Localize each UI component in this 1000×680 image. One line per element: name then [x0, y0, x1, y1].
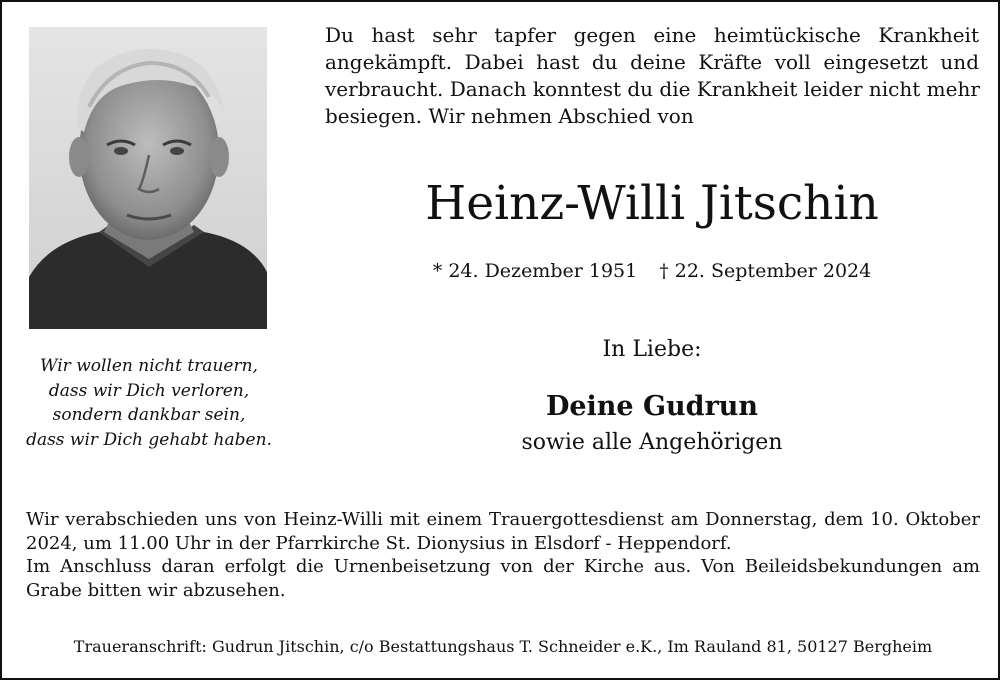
service-line: Grabe bitten wir abzusehen. [26, 579, 286, 601]
quote-line: dass wir Dich gehabt haben. [26, 429, 272, 450]
service-line: 2024, um 11.00 Uhr in der Pfarrkirche St. Dionysius in Elsdorf - Heppendorf. [26, 532, 732, 554]
intro-line: verbraucht. Danach konntest du die Krankheit leider nicht mehr [325, 77, 980, 101]
intro-line: angekämpft. Dabei hast du deine Kräfte voll eingesetzt und [325, 50, 979, 74]
quote-line: Wir wollen nicht trauern, [40, 356, 258, 376]
quote-line: dass wir Dich verloren, [48, 380, 250, 401]
service-line: Wir verabschieden uns von Heinz-Willi mit einem Trauergottesdienst am Donnerstag, dem 10. Oktober [26, 509, 980, 530]
quote-line: sondern dankbar sein, [52, 405, 246, 425]
in-love-label: In Liebe: [602, 337, 702, 362]
memorial-quote [20, 354, 278, 452]
mourning-address: Traueranschrift: Gudrun Jitschin, c/o Bestattungshaus T. Schneider e.K., Im Rauland 81, 50127 Bergheim [73, 637, 933, 656]
intro-text [325, 22, 979, 130]
signature-secondary: sowie alle Angehörigen [521, 430, 783, 455]
deceased-name: Heinz-Willi Jitschin [425, 176, 879, 231]
life-dates [325, 258, 979, 284]
portrait-photo [29, 27, 267, 329]
death-date: † 22. September 2024 [659, 260, 872, 282]
birth-date: * 24. Dezember 1951 [432, 260, 638, 282]
service-line: Im Anschluss daran erfolgt die Urnenbeisetzung von der Kirche aus. Von Beileidsbekundungen am [26, 556, 980, 577]
intro-line: besiegen. Wir nehmen Abschied von [325, 104, 694, 128]
portrait-image [29, 27, 267, 329]
signature-primary: Deine Gudrun [545, 391, 759, 422]
service-info [26, 508, 980, 602]
intro-line: Du hast sehr tapfer gegen eine heimtückische Krankheit [325, 23, 979, 47]
